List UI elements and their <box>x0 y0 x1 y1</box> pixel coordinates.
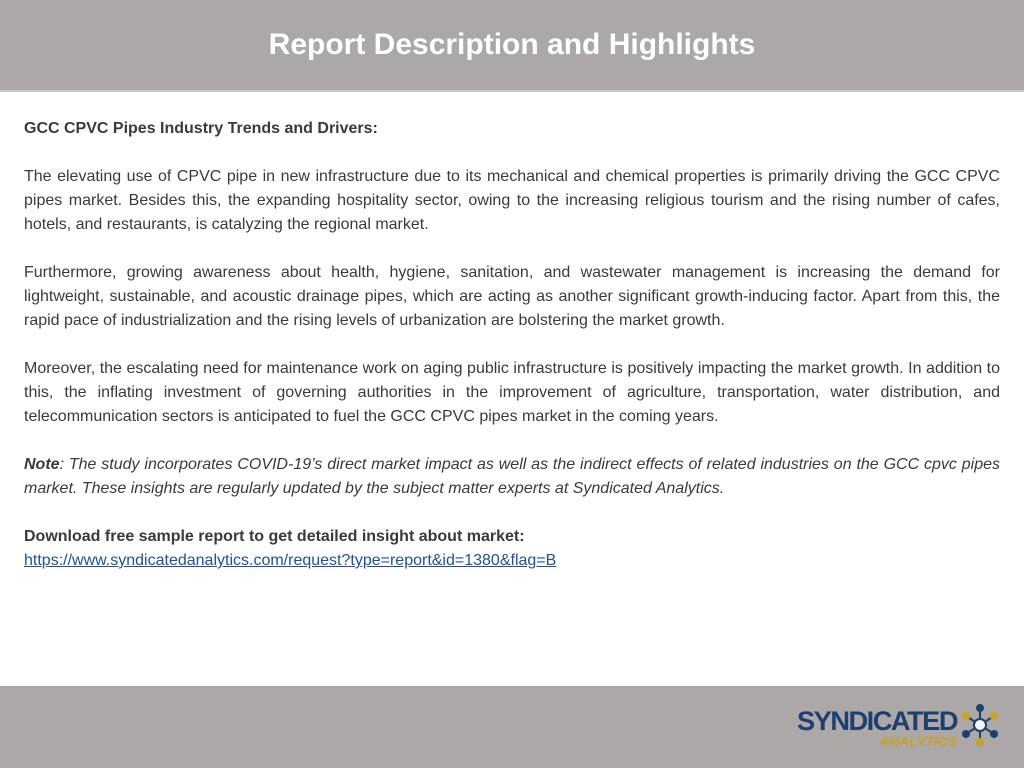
header-bar <box>0 0 1024 92</box>
section-heading: GCC CPVC Pipes Industry Trends and Drivers: <box>24 120 378 137</box>
svg-text:ANALYTICS: ANALYTICS <box>877 734 958 748</box>
note-text: : The study incorporates COVID-19’s direct market impact as well as the indirect effects of related industries on the GCC cpvc pipes market. These insights are regularly updated by the subject matter experts at Syndicated Analytics. <box>24 456 1000 497</box>
svg-text:SYNDICATED: SYNDICATED <box>797 706 959 736</box>
page-title: Report Description and Highlights <box>268 28 756 61</box>
note-paragraph <box>24 453 1000 501</box>
note-label: Note <box>24 456 60 473</box>
paragraph-2: Furthermore, growing awareness about health, hygiene, sanitation, and wastewater management is increasing the demand for lightweight, sustainable, and acoustic drainage pipes, which are acting as another significant growth-inducing factor. Apart from this, the rapid pace of industrialization and the rising levels of urbanization are bolstering the market growth. <box>24 264 1000 329</box>
paragraph-3: Moreover, the escalating need for maintenance work on aging public infrastructure is positively impacting the market growth. In addition to this, the inflating investment of governing authorities in the improvement of agriculture, transportation, water distribution, and telecommunication sectors is anticipated to fuel the GCC CPVC pipes market in the coming years. <box>24 360 1000 425</box>
report-content <box>24 117 1000 597</box>
download-heading: Download free sample report to get detailed insight about market: <box>24 528 525 545</box>
download-paragraph <box>24 525 1000 573</box>
molecule-icon <box>962 704 998 746</box>
paragraph-1: The elevating use of CPVC pipe in new infrastructure due to its mechanical and chemical properties is primarily driving the GCC CPVC pipes market. Besides this, the expanding hospitality sector, owing to the increasing religious tourism and the rising number of cafes, hotels, and restaurants, is catalyzing the regional market. <box>24 168 1000 233</box>
download-link[interactable]: https://www.syndicatedanalytics.com/request?type=report&id=1380&flag=B <box>24 552 557 569</box>
syndicated-analytics-logo <box>795 700 1000 748</box>
footer-bar <box>0 686 1024 768</box>
